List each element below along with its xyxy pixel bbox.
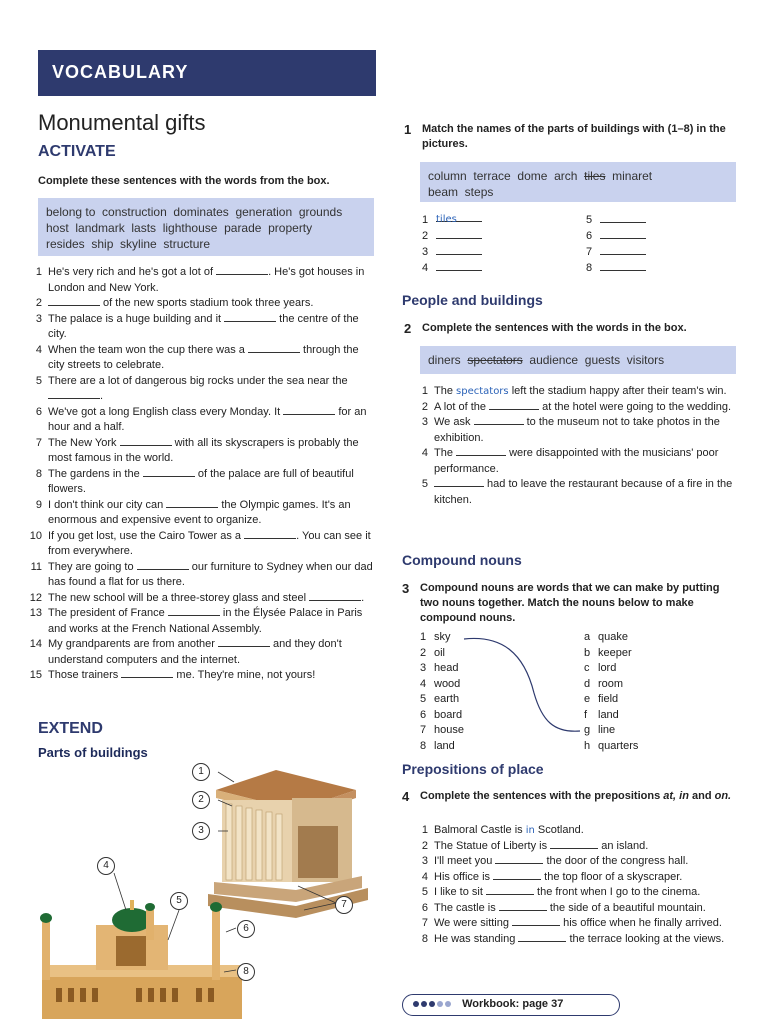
sentence-item [26, 591, 376, 607]
answer-row [586, 244, 646, 260]
sentence-text: I like to sit [434, 886, 486, 898]
sentence-text: in the Élysée Palace in Paris and works at the French National Assembly. [48, 607, 363, 635]
sentence-item [412, 916, 742, 932]
sentence-item [412, 415, 736, 446]
sentence-text: the terrace looking at the views. [566, 932, 725, 945]
sentence-item [412, 839, 742, 855]
sentence-number: 3 [421, 416, 428, 428]
compound-word: board [434, 708, 463, 721]
answer-blank[interactable] [518, 932, 566, 942]
sentence-item [26, 467, 376, 498]
box-word: minaret [612, 169, 653, 183]
word-box-line: beam steps [428, 185, 494, 199]
compound-label: 3 [420, 662, 427, 674]
sentence-text: our furniture to Sydney when our dad has found a flat for us there. [48, 560, 373, 588]
answer-blank[interactable] [600, 245, 646, 255]
compound-word: field [598, 693, 619, 705]
callout-1: 1 [192, 763, 210, 781]
compound-label: 2 [420, 646, 427, 659]
sentence-item [26, 343, 376, 374]
exercise-4-sentences [412, 823, 742, 947]
sentence-text: of the palace are full of beautiful flowers. [48, 467, 354, 495]
taj-mahal-illustration [40, 900, 242, 1019]
compound-word: room [598, 677, 624, 690]
sentence-text: The new school will be a three-storey glass and steel [48, 591, 310, 604]
answer-number: 7 [586, 246, 593, 258]
sentence-item [412, 384, 736, 400]
exercise-3-instruction [402, 581, 736, 626]
answer-blank[interactable] [600, 261, 646, 271]
sentence-number: 8 [421, 932, 428, 945]
sentence-item [412, 854, 742, 870]
compound-item [584, 646, 684, 662]
workbook-reference[interactable] [402, 994, 620, 1016]
sentence-item [26, 668, 376, 684]
sentence-text: Scotland. [534, 824, 584, 836]
sentence-number: 13 [29, 607, 42, 619]
answer-number: 5 [586, 214, 593, 226]
sentence-number: 2 [35, 297, 42, 309]
answer-blank[interactable] [224, 312, 276, 322]
box-word: dome [517, 169, 548, 183]
compound-heading: Compound nouns [402, 552, 522, 568]
sentence-text: When the team won the cup there was a [48, 343, 248, 356]
box-word-used: spectators [467, 353, 523, 367]
exercise-4-instruction [402, 789, 736, 804]
compound-label: c [584, 662, 590, 674]
sentence-text: the door of the congress hall. [543, 855, 689, 867]
sentence-text: The castle is [434, 901, 499, 914]
sentence-text: There are a lot of dangerous big rocks under the sea near the [48, 374, 348, 387]
sentence-text: My grandparents are from another [48, 638, 218, 650]
compound-right-list [584, 630, 684, 754]
compound-label: g [584, 724, 591, 736]
sentence-item [26, 606, 376, 637]
answer-row [586, 228, 646, 244]
compound-word: house [434, 724, 464, 736]
sentence-number: 6 [421, 901, 428, 914]
prepositions-heading: Prepositions of place [402, 761, 544, 777]
box-word: diners [428, 353, 461, 367]
exercise-1-instruction [404, 122, 732, 152]
show-through [365, 112, 425, 172]
answer-blank[interactable] [48, 389, 100, 399]
sentence-text: the top floor of a skyscraper. [541, 870, 683, 883]
handwritten-answer: spectators [456, 386, 509, 397]
sentence-text: I'll meet you [434, 855, 496, 867]
exercise-2-instruction [404, 321, 732, 336]
answer-blank[interactable] [216, 265, 268, 275]
answer-number: 3 [422, 246, 429, 258]
sentence-text: left the stadium happy after their team's win. [508, 385, 727, 397]
sentence-item [26, 296, 376, 312]
exercise-1-number: 1 [404, 122, 412, 137]
callout-4: 4 [97, 857, 115, 875]
sentence-number: 12 [29, 591, 42, 604]
answer-row [422, 244, 482, 260]
compound-label: d [584, 677, 591, 690]
callout-2: 2 [192, 791, 210, 809]
compound-word: sky [434, 631, 451, 643]
compound-word: quarters [598, 739, 639, 752]
sentence-text: His office is [434, 870, 494, 883]
compound-word: earth [434, 693, 460, 705]
sentence-item [412, 400, 736, 416]
sentence-text: his office when he finally arrived. [560, 917, 722, 929]
handwritten-answer: in [525, 825, 535, 836]
word-box-line: host landmark lasts lighthouse parade property [46, 221, 313, 235]
sentence-text: The [434, 385, 457, 397]
answer-blank[interactable] [486, 885, 534, 895]
sentence-number: 15 [29, 669, 42, 681]
exercise-1-word-box [420, 162, 736, 202]
exercise-2-word-box [420, 346, 736, 374]
sentence-item [412, 932, 742, 948]
sentence-text: The president of France [48, 607, 168, 619]
activate-heading: ACTIVATE [38, 143, 116, 160]
sentence-text: were disappointed with the musicians' poor performance. [434, 447, 719, 475]
answer-blank[interactable] [434, 477, 484, 487]
answer-blank[interactable] [499, 901, 547, 911]
answer-row [422, 228, 482, 244]
answer-blank[interactable] [512, 916, 560, 926]
sentence-text: A lot of the [434, 400, 490, 413]
compound-item [584, 739, 684, 755]
compound-label: 6 [420, 708, 427, 721]
exercise-1-answers [422, 212, 672, 280]
sentence-number: 5 [421, 886, 428, 898]
people-heading: People and buildings [402, 292, 543, 308]
sentence-number: 5 [35, 374, 42, 387]
answer-blank[interactable] [493, 870, 541, 880]
compound-word: oil [434, 646, 446, 659]
answer-blank[interactable] [244, 529, 296, 539]
answer-row [422, 260, 482, 276]
sentence-number: 2 [421, 839, 428, 852]
sentence-number: 5 [421, 478, 428, 490]
answer-number: 1 [422, 214, 429, 226]
sentence-item [26, 312, 376, 343]
sentence-item [26, 374, 376, 405]
sentence-text: Those trainers [48, 669, 122, 681]
box-word-used: tiles [584, 169, 606, 183]
exercise-1-text: Match the names of the parts of buildings with (1–8) in the pictures. [422, 123, 726, 150]
sentence-item [26, 436, 376, 467]
activate-sentences [26, 265, 376, 684]
answer-row [586, 212, 646, 228]
sentence-text: Balmoral Castle is [434, 824, 526, 836]
sentence-text: . He's got houses in London and New York. [48, 266, 365, 294]
box-word: terrace [473, 169, 511, 183]
compound-label: 5 [420, 693, 427, 705]
page-title: Monumental gifts [38, 110, 206, 135]
section-banner: VOCABULARY [38, 50, 376, 96]
sentence-item [412, 901, 742, 917]
sentence-item [412, 870, 742, 886]
compound-label: h [584, 739, 591, 752]
sentence-number: 14 [29, 638, 42, 650]
sentence-text: the centre of the city. [48, 312, 359, 340]
callout-6: 6 [237, 920, 255, 938]
answer-blank[interactable] [121, 668, 173, 678]
match-line [462, 633, 582, 738]
sentence-text: The gardens in the [48, 467, 143, 480]
sentence-text: me. They're mine, not yours! [173, 669, 316, 681]
sentence-text: I don't think our city can [48, 498, 167, 511]
compound-label: e [584, 693, 591, 705]
sentence-item [412, 477, 736, 508]
compound-label: a [584, 631, 591, 643]
sentence-text: The New York [48, 436, 120, 449]
sentence-number: 4 [35, 343, 42, 356]
sentence-number: 7 [35, 436, 42, 449]
compound-label: 8 [420, 739, 427, 752]
box-word: column [428, 169, 467, 183]
sentence-text: at the hotel were going to the wedding. [539, 400, 732, 413]
answer-blank[interactable] [600, 213, 646, 223]
compound-label: 1 [420, 631, 427, 643]
answer-blank[interactable] [600, 229, 646, 239]
activate-instruction: Complete these sentences with the words from the box. [38, 175, 330, 187]
sentence-item [26, 498, 376, 529]
exercise-4-number: 4 [402, 789, 410, 804]
sentence-number: 3 [35, 312, 42, 325]
callout-8: 8 [237, 963, 255, 981]
sentence-text: the Olympic games. It's an enormous and expensive event to organize. [48, 498, 351, 526]
progress-dots-icon [413, 998, 453, 1010]
sentence-number: 6 [35, 405, 42, 418]
compound-word: quake [598, 631, 628, 643]
sentence-text: . You can see it from everywhere. [48, 529, 371, 557]
exercise-2-text: Complete the sentences with the words in the box. [422, 322, 687, 334]
compound-word: keeper [598, 646, 632, 659]
answer-blank[interactable] [166, 498, 218, 508]
sentence-number: 9 [35, 498, 42, 511]
compound-word: land [434, 739, 455, 752]
compound-item [584, 708, 684, 724]
answer-number: 6 [586, 230, 593, 242]
compound-item [584, 723, 684, 739]
sentence-text: the front when I go to the cinema. [533, 886, 701, 898]
answer-blank[interactable] [436, 229, 482, 239]
handwritten-answer: tiles [436, 214, 457, 225]
answer-blank[interactable] [248, 343, 300, 353]
answer-blank[interactable] [309, 591, 361, 601]
sentence-number: 7 [421, 917, 428, 929]
sentence-text: to the museum not to take photos in the exhibition. [434, 416, 720, 444]
sentence-text: of the new sports stadium took three years. [100, 297, 314, 309]
sentence-text: The Statue of Liberty is [434, 839, 551, 852]
compound-label: b [584, 646, 591, 659]
sentence-text: He was standing [434, 932, 519, 945]
sentence-text: We've got a long English class every Monday. It [48, 405, 284, 418]
sentence-text: had to leave the restaurant because of a fire in the kitchen. [434, 478, 733, 506]
sentence-text: The [434, 447, 457, 459]
sentence-number: 1 [35, 266, 42, 278]
exercise-4-text: and [688, 790, 715, 802]
exercise-4-text-italic: at, in [663, 790, 689, 802]
exercise-3-text: Compound nouns are words that we can make by putting two nouns together. Match the nouns below to make compound nouns. [420, 582, 720, 624]
compound-word: line [598, 724, 616, 736]
sentence-text: They are going to [48, 560, 137, 573]
sentence-text: . [100, 390, 104, 402]
sentence-text: If you get lost, use the Cairo Tower as a [48, 529, 245, 542]
sentence-item [26, 405, 376, 436]
exercise-4-text: Complete the sentences with the prepositions [420, 790, 664, 802]
word-box-line: resides ship skyline structure [46, 237, 211, 251]
sentence-number: 1 [421, 385, 428, 397]
exercise-3-number: 3 [402, 581, 410, 596]
answer-blank[interactable] [137, 560, 189, 570]
answer-blank[interactable] [474, 415, 524, 425]
compound-word: lord [598, 662, 617, 674]
sentence-item [26, 529, 376, 560]
word-box-line: belong to construction dominates generation grounds [46, 205, 343, 219]
compound-item [584, 692, 684, 708]
sentence-text: the side of a beautiful mountain. [546, 901, 706, 914]
callout-3: 3 [192, 822, 210, 840]
sentence-text: an island. [598, 839, 649, 852]
sentence-text: The palace is a huge building and it [48, 312, 225, 325]
answer-number: 4 [422, 262, 429, 274]
answer-number: 8 [586, 262, 593, 274]
compound-label: 7 [420, 724, 427, 736]
parts-heading: Parts of buildings [38, 745, 148, 760]
sentence-text: for an hour and a half. [48, 405, 367, 433]
exercise-2-sentences [412, 384, 736, 508]
sentence-text: . [361, 591, 365, 604]
compound-item [420, 739, 520, 755]
sentence-item [26, 637, 376, 668]
workbook-label: Workbook: page 37 [462, 998, 564, 1010]
answer-blank[interactable] [143, 467, 195, 477]
box-word: audience guests visitors [529, 353, 665, 367]
compound-word: wood [434, 677, 461, 690]
callout-7: 7 [335, 896, 353, 914]
sentence-number: 2 [421, 400, 428, 413]
answer-blank[interactable] [48, 296, 100, 306]
answer-blank[interactable] [489, 400, 539, 410]
exercise-4-text-italic: on. [714, 790, 732, 802]
sentence-number: 8 [35, 467, 42, 480]
extend-heading: EXTEND [38, 720, 103, 737]
exercise-2-number: 2 [404, 321, 412, 336]
answer-blank[interactable] [120, 436, 172, 446]
sentence-number: 4 [421, 870, 428, 883]
sentence-text: through the city streets to celebrate. [48, 343, 359, 371]
sentence-item [26, 265, 376, 296]
answer-blank[interactable] [436, 261, 482, 271]
answer-number: 2 [422, 230, 429, 242]
sentence-number: 1 [421, 824, 428, 836]
compound-label: 4 [420, 677, 427, 690]
answer-blank[interactable] [550, 839, 598, 849]
sentence-item [412, 446, 736, 477]
sentence-number: 3 [421, 855, 428, 867]
box-word: arch [554, 169, 578, 183]
sentence-item [26, 560, 376, 591]
sentence-text: He's very rich and he's got a lot of [48, 266, 217, 278]
sentence-item [412, 885, 742, 901]
compound-word: land [598, 708, 619, 721]
sentence-text: We ask [434, 416, 474, 428]
compound-item [584, 677, 684, 693]
sentence-item [412, 823, 742, 839]
answer-blank[interactable] [436, 212, 482, 225]
answer-blank[interactable] [456, 446, 506, 456]
sentence-number: 11 [30, 560, 42, 573]
answer-row [422, 212, 482, 228]
answer-blank[interactable] [495, 854, 543, 864]
callout-5: 5 [170, 892, 188, 910]
compound-label: f [584, 708, 588, 721]
sentence-number: 4 [421, 447, 428, 459]
compound-item [584, 630, 684, 646]
sentence-text: We were sitting [434, 917, 513, 929]
answer-blank[interactable] [436, 245, 482, 255]
sentence-text: with all its skyscrapers is probably the most famous in the world. [48, 436, 359, 464]
sentence-text: and they don't understand computers and the internet. [48, 638, 342, 666]
answer-blank[interactable] [218, 637, 270, 647]
answer-blank[interactable] [168, 606, 220, 616]
sentence-number: 10 [29, 529, 42, 542]
compound-item [584, 661, 684, 677]
activate-word-box [38, 198, 374, 256]
answer-blank[interactable] [283, 405, 335, 415]
compound-word: head [434, 662, 459, 674]
answer-row [586, 260, 646, 276]
